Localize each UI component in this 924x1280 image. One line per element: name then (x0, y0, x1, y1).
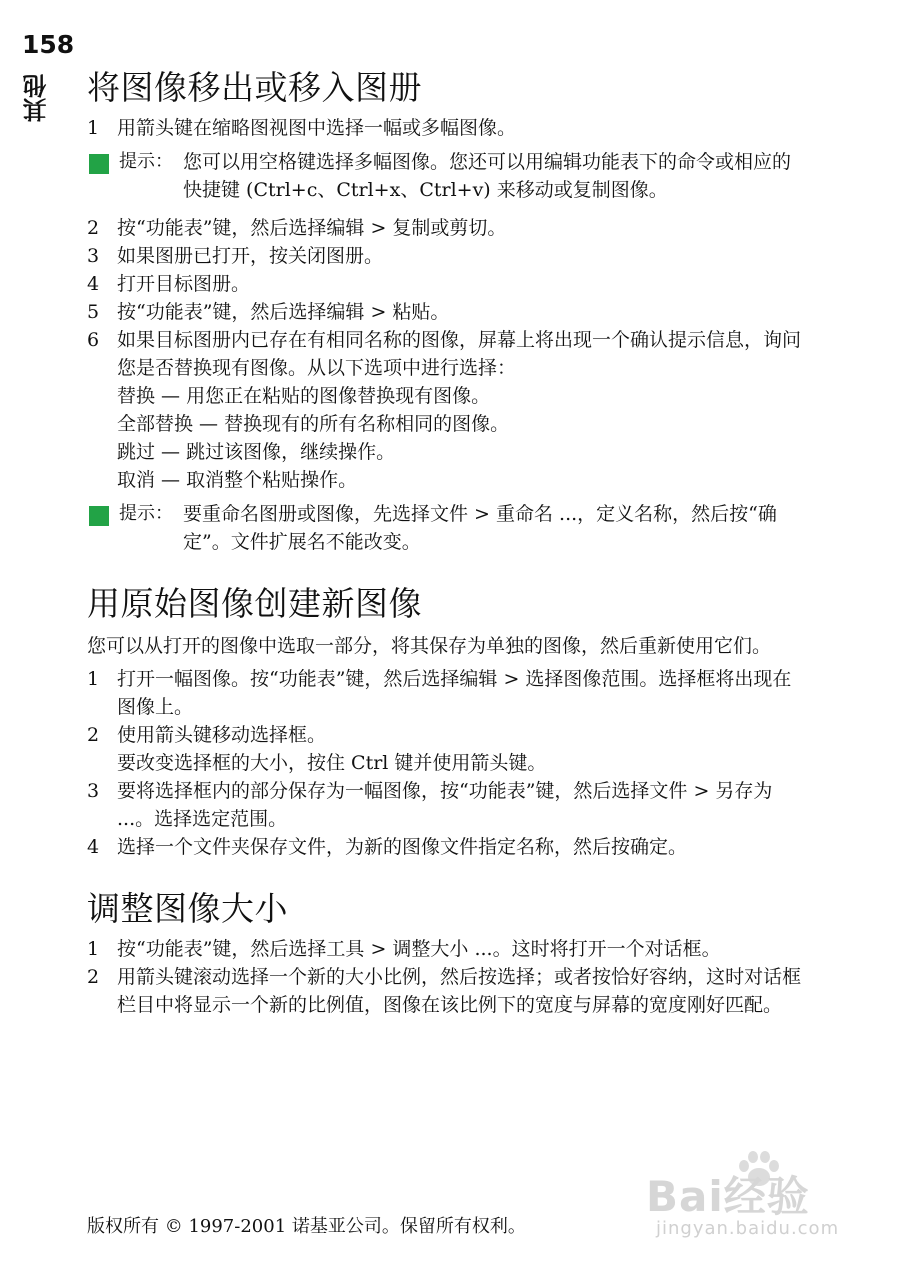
section-title: 将图像移出或移入图册 (87, 68, 422, 107)
page-content (87, 66, 807, 1045)
list-item: 6 如果目标图册内已存在有相同名称的图像，屏幕上将出现一个确认提示信息，询问您是否替换现有图像。从以下选项中进行选择： 替换 — 用您正在粘贴的图像替换现有图像。 全部替换 — 替换现有的所有名称相同的图像。 跳过 — 跳过该图像，继续操作。 取消 — 取消整个粘贴操作。 (87, 326, 807, 494)
tip-note (87, 500, 807, 556)
list-item: 1 打开一幅图像。按“功能表”键，然后选择编辑 > 选择图像范围。选择框将出现在图像上。 (87, 668, 792, 718)
section-title: 用原始图像创建新图像 (87, 584, 422, 623)
list-item: 3 要将选择框内的部分保存为一幅图像，按“功能表”键，然后选择文件 > 另存为 ...。选择选定范围。 (87, 780, 773, 830)
page-number: 158 (22, 30, 75, 59)
tip-marker-icon (89, 154, 109, 174)
step-list (87, 214, 807, 494)
option-line: 取消 — 取消整个粘贴操作。 (117, 469, 358, 491)
tip-label: 提示： (119, 503, 173, 524)
option-line: 全部替换 — 替换现有的所有名称相同的图像。 (117, 413, 510, 435)
watermark-url: jingyan.baidu.com (656, 1218, 840, 1239)
watermark-brand: Bai经验 (646, 1172, 810, 1221)
section-title: 调整图像大小 (87, 889, 288, 928)
section-intro: 您可以从打开的图像中选取一部分，将其保存为单独的图像，然后重新使用它们。 (87, 635, 772, 657)
tip-text: 您可以用空格键选择多幅图像。您还可以用编辑功能表下的命令或相应的快捷键 (Ctrl+c、Ctrl+x、Ctrl+v) 来移动或复制图像。 (183, 151, 792, 201)
step-list (87, 114, 807, 142)
list-item: 2 按“功能表”键，然后选择编辑 > 复制或剪切。 (87, 217, 507, 239)
list-item: 2 用箭头键滚动选择一个新的大小比例，然后按选择；或者按恰好容纳，这时对话框栏目中将显示一个新的比例值，图像在该比例下的宽度与屏幕的宽度刚好匹配。 (87, 966, 802, 1016)
list-item: 5 按“功能表”键，然后选择编辑 > 粘贴。 (87, 301, 450, 323)
list-item: 1 按“功能表”键，然后选择工具 > 调整大小 ...。这时将打开一个对话框。 (87, 938, 721, 960)
step-list (87, 935, 807, 1019)
list-item: 1 用箭头键在缩略图视图中选择一幅或多幅图像。 (87, 117, 517, 139)
list-item: 4 打开目标图册。 (87, 273, 251, 295)
tip-marker-icon (89, 506, 109, 526)
tip-note (87, 148, 807, 204)
option-line: 替换 — 用您正在粘贴的图像替换现有图像。 (117, 385, 491, 407)
section-move-images (87, 66, 807, 556)
step-list (87, 665, 807, 861)
section-resize-image (87, 887, 807, 1019)
option-line: 跳过 — 跳过该图像，继续操作。 (117, 441, 396, 463)
list-item: 4 选择一个文件夹保存文件，为新的图像文件指定名称，然后按确定。 (87, 836, 688, 858)
chapter-side-label: 其他 (23, 74, 51, 122)
list-item: 2 使用箭头键移动选择框。 要改变选择框的大小，按住 Ctrl 键并使用箭头键。 (87, 724, 547, 774)
tip-text: 要重命名图册或图像，先选择文件 > 重命名 ...，定义名称，然后按“确定”。文件扩展名不能改变。 (183, 503, 777, 553)
tip-label: 提示： (119, 151, 173, 172)
copyright-footer: 版权所有 © 1997-2001 诺基亚公司。保留所有权利。 (87, 1216, 526, 1237)
baidu-watermark (646, 1150, 886, 1250)
list-item: 3 如果图册已打开，按关闭图册。 (87, 245, 384, 267)
section-create-new-image (87, 582, 807, 861)
